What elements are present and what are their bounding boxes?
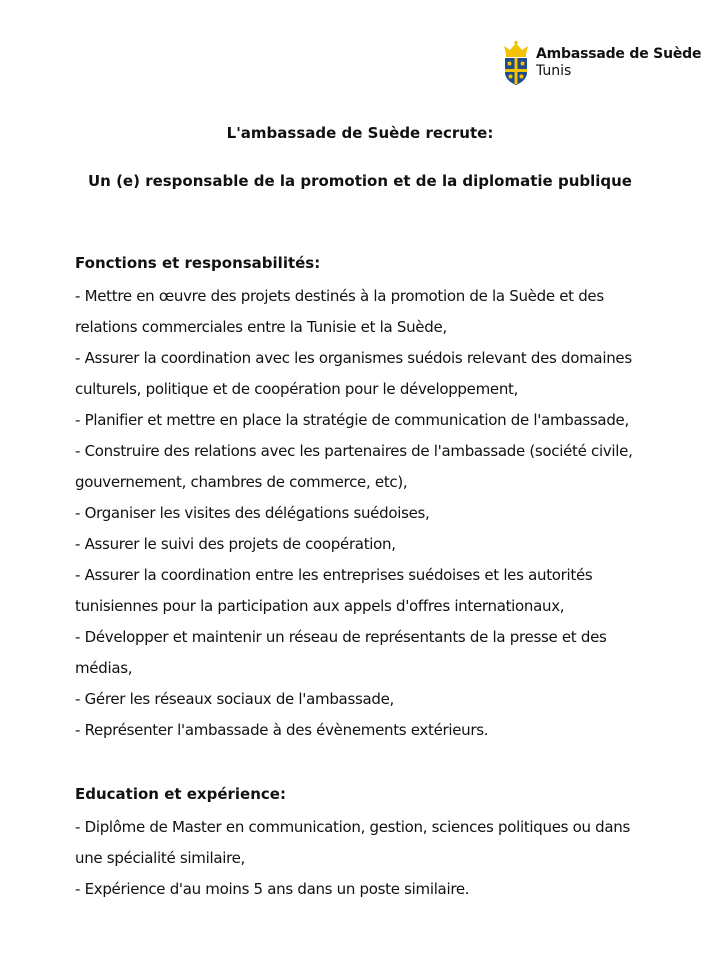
text-line: - Expérience d'au moins 5 ans dans un poste similaire. (75, 880, 470, 898)
text-line: tunisiennes pour la participation aux appels d'offres internationaux, (75, 597, 565, 615)
text-line: - Mettre en œuvre des projets destinés à la promotion de la Suède et des (75, 287, 604, 305)
text-line: - Organiser les visites des délégations suédoises, (75, 504, 430, 522)
text-line: - Assurer le suivi des projets de coopération, (75, 535, 396, 553)
embassy-city: Tunis (536, 63, 572, 79)
embassy-name: Ambassade de Suède (536, 46, 702, 62)
functions-heading: Fonctions et responsabilités: (75, 254, 321, 272)
text-line: - Construire des relations avec les partenaires de l'ambassade (société civile, (75, 442, 633, 460)
text-line: médias, (75, 659, 133, 677)
text-line: - Assurer la coordination avec les organismes suédois relevant des domaines (75, 349, 632, 367)
text-line: - Représenter l'ambassade à des évènements extérieurs. (75, 721, 489, 739)
education-list (75, 812, 705, 905)
text-line: - Assurer la coordination entre les entreprises suédoises et les autorités (75, 566, 593, 584)
text-line: - Développer et maintenir un réseau de représentants de la presse et des (75, 628, 607, 646)
text-line: - Planifier et mettre en place la stratégie de communication de l'ambassade, (75, 411, 629, 429)
text-line: - Gérer les réseaux sociaux de l'ambassade, (75, 690, 394, 708)
text-line: relations commerciales entre la Tunisie et la Suède, (75, 318, 447, 336)
position-title: Un (e) responsable de la promotion et de la diplomatie publique (88, 172, 632, 190)
text-line: culturels, politique et de coopération pour le développement, (75, 380, 519, 398)
text-line: - Diplôme de Master en communication, gestion, sciences politiques ou dans (75, 818, 630, 836)
swedish-crown-shield-icon (502, 40, 530, 86)
embassy-logo (502, 40, 701, 86)
functions-list (75, 281, 705, 746)
text-line: une spécialité similaire, (75, 849, 246, 867)
announcement-title: L'ambassade de Suède recrute: (226, 124, 494, 142)
text-line: gouvernement, chambres de commerce, etc), (75, 473, 408, 491)
education-heading: Education et expérience: (75, 785, 286, 803)
